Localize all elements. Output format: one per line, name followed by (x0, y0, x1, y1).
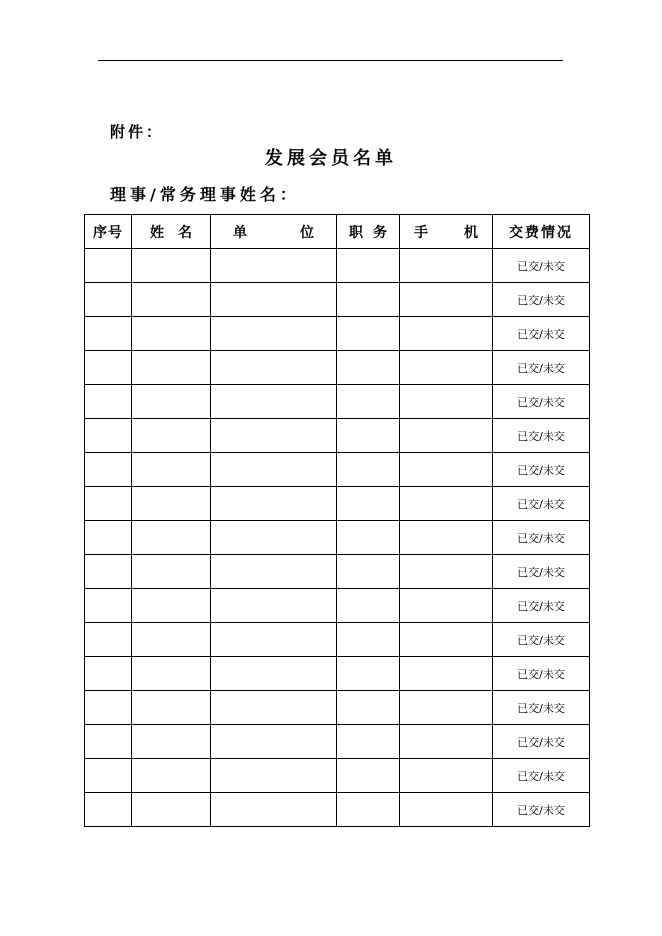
fee-status-cell[interactable]: 已交/未交 (493, 351, 590, 385)
unit-cell[interactable] (211, 487, 337, 521)
phone-cell[interactable] (400, 317, 493, 351)
table-row (85, 419, 590, 453)
name-cell[interactable] (132, 249, 211, 283)
fee-status-cell[interactable]: 已交/未交 (493, 419, 590, 453)
attachment-label: 附件： (110, 123, 165, 141)
seq-cell[interactable] (85, 249, 132, 283)
table-row (85, 657, 590, 691)
unit-cell[interactable] (211, 283, 337, 317)
seq-cell[interactable] (85, 657, 132, 691)
position-cell[interactable] (337, 419, 400, 453)
phone-cell[interactable] (400, 759, 493, 793)
header-rule (98, 60, 563, 61)
phone-cell[interactable] (400, 351, 493, 385)
name-cell[interactable] (132, 657, 211, 691)
fee-status-cell[interactable]: 已交/未交 (493, 317, 590, 351)
table-row (85, 589, 590, 623)
fee-status-cell[interactable]: 已交/未交 (493, 657, 590, 691)
fee-status-cell[interactable]: 已交/未交 (493, 385, 590, 419)
table-row (85, 385, 590, 419)
name-cell[interactable] (132, 351, 211, 385)
fee-status-cell[interactable]: 已交/未交 (493, 487, 590, 521)
unit-cell[interactable] (211, 555, 337, 589)
header-unit-right: 位 (300, 224, 314, 241)
member-rows (85, 249, 590, 827)
name-cell[interactable] (132, 589, 211, 623)
fee-status-cell[interactable]: 已交/未交 (493, 453, 590, 487)
fee-status-cell[interactable]: 已交/未交 (493, 249, 590, 283)
unit-cell[interactable] (211, 419, 337, 453)
table-row (85, 691, 590, 725)
table-row (85, 487, 590, 521)
unit-cell[interactable] (211, 453, 337, 487)
name-cell[interactable] (132, 793, 211, 827)
phone-cell[interactable] (400, 589, 493, 623)
name-cell[interactable] (132, 453, 211, 487)
name-cell[interactable] (132, 487, 211, 521)
table-row (85, 521, 590, 555)
seq-cell[interactable] (85, 419, 132, 453)
phone-cell[interactable] (400, 487, 493, 521)
unit-cell[interactable] (211, 623, 337, 657)
name-cell[interactable] (132, 419, 211, 453)
header-unit (211, 215, 337, 249)
member-table (84, 214, 590, 827)
position-cell[interactable] (337, 487, 400, 521)
position-cell[interactable] (337, 793, 400, 827)
phone-cell[interactable] (400, 419, 493, 453)
header-name: 姓名 (132, 215, 211, 249)
unit-cell[interactable] (211, 385, 337, 419)
header-position: 职务 (337, 215, 400, 249)
fee-status-cell[interactable]: 已交/未交 (493, 623, 590, 657)
position-cell[interactable] (337, 589, 400, 623)
name-cell[interactable] (132, 691, 211, 725)
phone-cell[interactable] (400, 555, 493, 589)
seq-cell[interactable] (85, 759, 132, 793)
name-cell[interactable] (132, 725, 211, 759)
page-title: 发展会员名单 (265, 148, 397, 169)
position-cell[interactable] (337, 351, 400, 385)
unit-cell[interactable] (211, 691, 337, 725)
table-header-row (85, 215, 590, 249)
position-cell[interactable] (337, 657, 400, 691)
unit-cell[interactable] (211, 759, 337, 793)
name-cell[interactable] (132, 555, 211, 589)
name-cell[interactable] (132, 317, 211, 351)
seq-cell[interactable] (85, 317, 132, 351)
position-cell[interactable] (337, 521, 400, 555)
name-cell[interactable] (132, 283, 211, 317)
position-cell[interactable] (337, 623, 400, 657)
seq-cell[interactable] (85, 793, 132, 827)
position-cell[interactable] (337, 317, 400, 351)
unit-cell[interactable] (211, 521, 337, 555)
seq-cell[interactable] (85, 691, 132, 725)
header-phone (400, 215, 493, 249)
phone-cell[interactable] (400, 521, 493, 555)
table-row (85, 351, 590, 385)
position-cell[interactable] (337, 555, 400, 589)
fee-status-cell[interactable]: 已交/未交 (493, 725, 590, 759)
table-row (85, 249, 590, 283)
phone-cell[interactable] (400, 691, 493, 725)
unit-cell[interactable] (211, 317, 337, 351)
position-cell[interactable] (337, 283, 400, 317)
header-seq: 序号 (85, 215, 132, 249)
table-row (85, 453, 590, 487)
fee-status-cell[interactable]: 已交/未交 (493, 793, 590, 827)
fee-status-cell[interactable]: 已交/未交 (493, 555, 590, 589)
table-row (85, 555, 590, 589)
unit-cell[interactable] (211, 589, 337, 623)
fee-status-cell[interactable]: 已交/未交 (493, 521, 590, 555)
phone-cell[interactable] (400, 657, 493, 691)
phone-cell[interactable] (400, 725, 493, 759)
seq-cell[interactable] (85, 487, 132, 521)
seq-cell[interactable] (85, 623, 132, 657)
name-cell[interactable] (132, 623, 211, 657)
seq-cell[interactable] (85, 453, 132, 487)
table-row (85, 725, 590, 759)
position-cell[interactable] (337, 725, 400, 759)
fee-status-cell[interactable]: 已交/未交 (493, 691, 590, 725)
phone-cell[interactable] (400, 453, 493, 487)
table-row (85, 623, 590, 657)
position-cell[interactable] (337, 453, 400, 487)
seq-cell[interactable] (85, 589, 132, 623)
table-row (85, 317, 590, 351)
fee-status-cell[interactable]: 已交/未交 (493, 759, 590, 793)
table-row (85, 793, 590, 827)
seq-cell[interactable] (85, 283, 132, 317)
phone-cell[interactable] (400, 623, 493, 657)
table-row (85, 283, 590, 317)
name-cell[interactable] (132, 759, 211, 793)
position-cell[interactable] (337, 691, 400, 725)
name-cell[interactable] (132, 385, 211, 419)
unit-cell[interactable] (211, 793, 337, 827)
phone-cell[interactable] (400, 793, 493, 827)
seq-cell[interactable] (85, 725, 132, 759)
unit-cell[interactable] (211, 249, 337, 283)
header-unit-left: 单 (233, 224, 247, 241)
position-cell[interactable] (337, 249, 400, 283)
unit-cell[interactable] (211, 725, 337, 759)
seq-cell[interactable] (85, 385, 132, 419)
unit-cell[interactable] (211, 657, 337, 691)
table-row (85, 759, 590, 793)
unit-cell[interactable] (211, 351, 337, 385)
header-fee-status: 交费情况 (493, 215, 590, 249)
seq-cell[interactable] (85, 555, 132, 589)
director-name-label: 理事/常务理事姓名： (110, 185, 300, 204)
seq-cell[interactable] (85, 351, 132, 385)
position-cell[interactable] (337, 385, 400, 419)
position-cell[interactable] (337, 759, 400, 793)
phone-cell[interactable] (400, 249, 493, 283)
fee-status-cell[interactable]: 已交/未交 (493, 589, 590, 623)
fee-status-cell[interactable]: 已交/未交 (493, 283, 590, 317)
seq-cell[interactable] (85, 521, 132, 555)
header-phone-left: 手 (414, 224, 428, 241)
header-phone-right: 机 (464, 224, 478, 241)
phone-cell[interactable] (400, 283, 493, 317)
name-cell[interactable] (132, 521, 211, 555)
phone-cell[interactable] (400, 385, 493, 419)
